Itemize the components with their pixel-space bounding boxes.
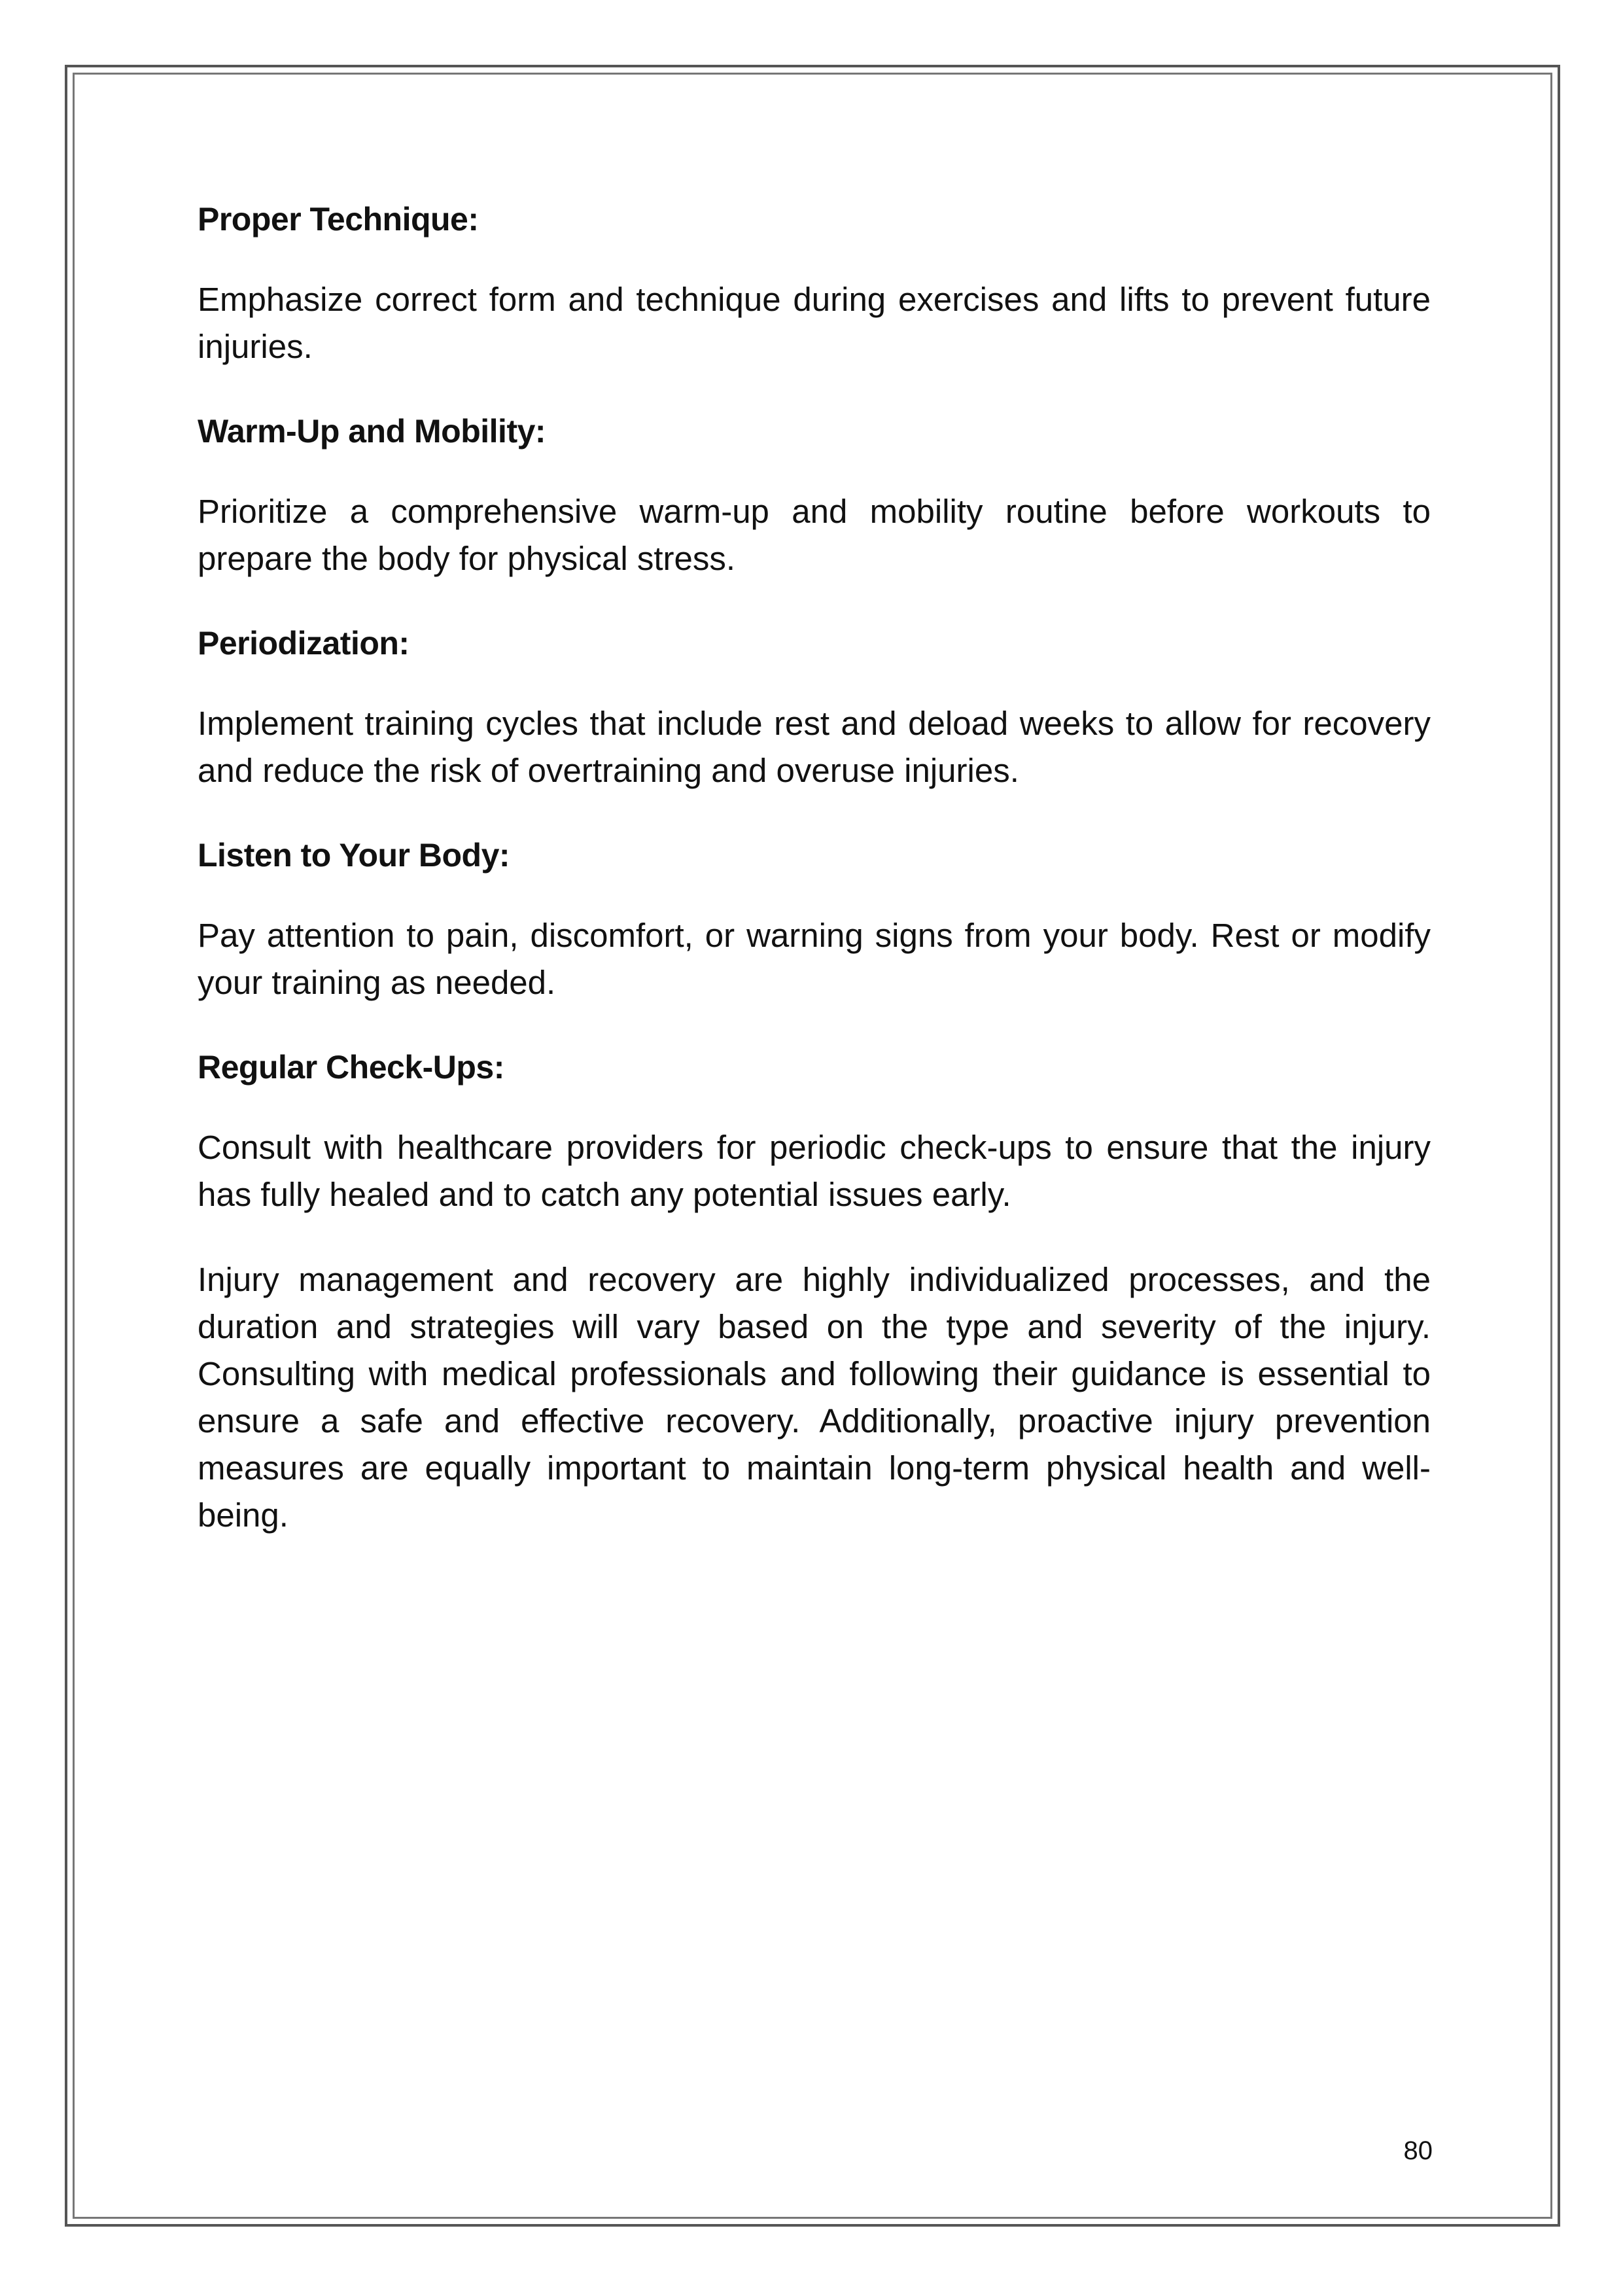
closing-paragraph: Injury management and recovery are highly individualized processes, and the duration and strategies will vary based on the type and severity of the injury. Consulting with medical professionals and following their guidance is essential to ensure a safe and effective recovery. Additionally, proactive injury prevention measures are equally important to maintain long-term physical health and well-being. (198, 1261, 1431, 1534)
paragraph-proper-technique: Emphasize correct form and technique during exercises and lifts to prevent future injuries. (198, 281, 1431, 365)
heading-warm-up-mobility: Warm-Up and Mobility: (198, 413, 546, 450)
paragraph-periodization: Implement training cycles that include rest and deload weeks to allow for recovery and reduce the risk of overtraining and overuse injuries. (198, 705, 1431, 789)
heading-regular-check-ups: Regular Check-Ups: (198, 1049, 504, 1086)
heading-periodization: Periodization: (198, 625, 410, 662)
page-number: 80 (1403, 2136, 1433, 2165)
paragraph-listen-to-your-body: Pay attention to pain, discomfort, or warning signs from your body. Rest or modify your training as needed. (198, 917, 1431, 1001)
paragraph-warm-up-mobility: Prioritize a comprehensive warm-up and mobility routine before workouts to prepare the body for physical stress. (198, 493, 1431, 577)
heading-proper-technique: Proper Technique: (198, 201, 479, 238)
page-content (198, 196, 1431, 1577)
heading-listen-to-your-body: Listen to Your Body: (198, 837, 510, 874)
paragraph-regular-check-ups: Consult with healthcare providers for periodic check-ups to ensure that the injury has fully healed and to catch any potential issues early. (198, 1129, 1431, 1213)
